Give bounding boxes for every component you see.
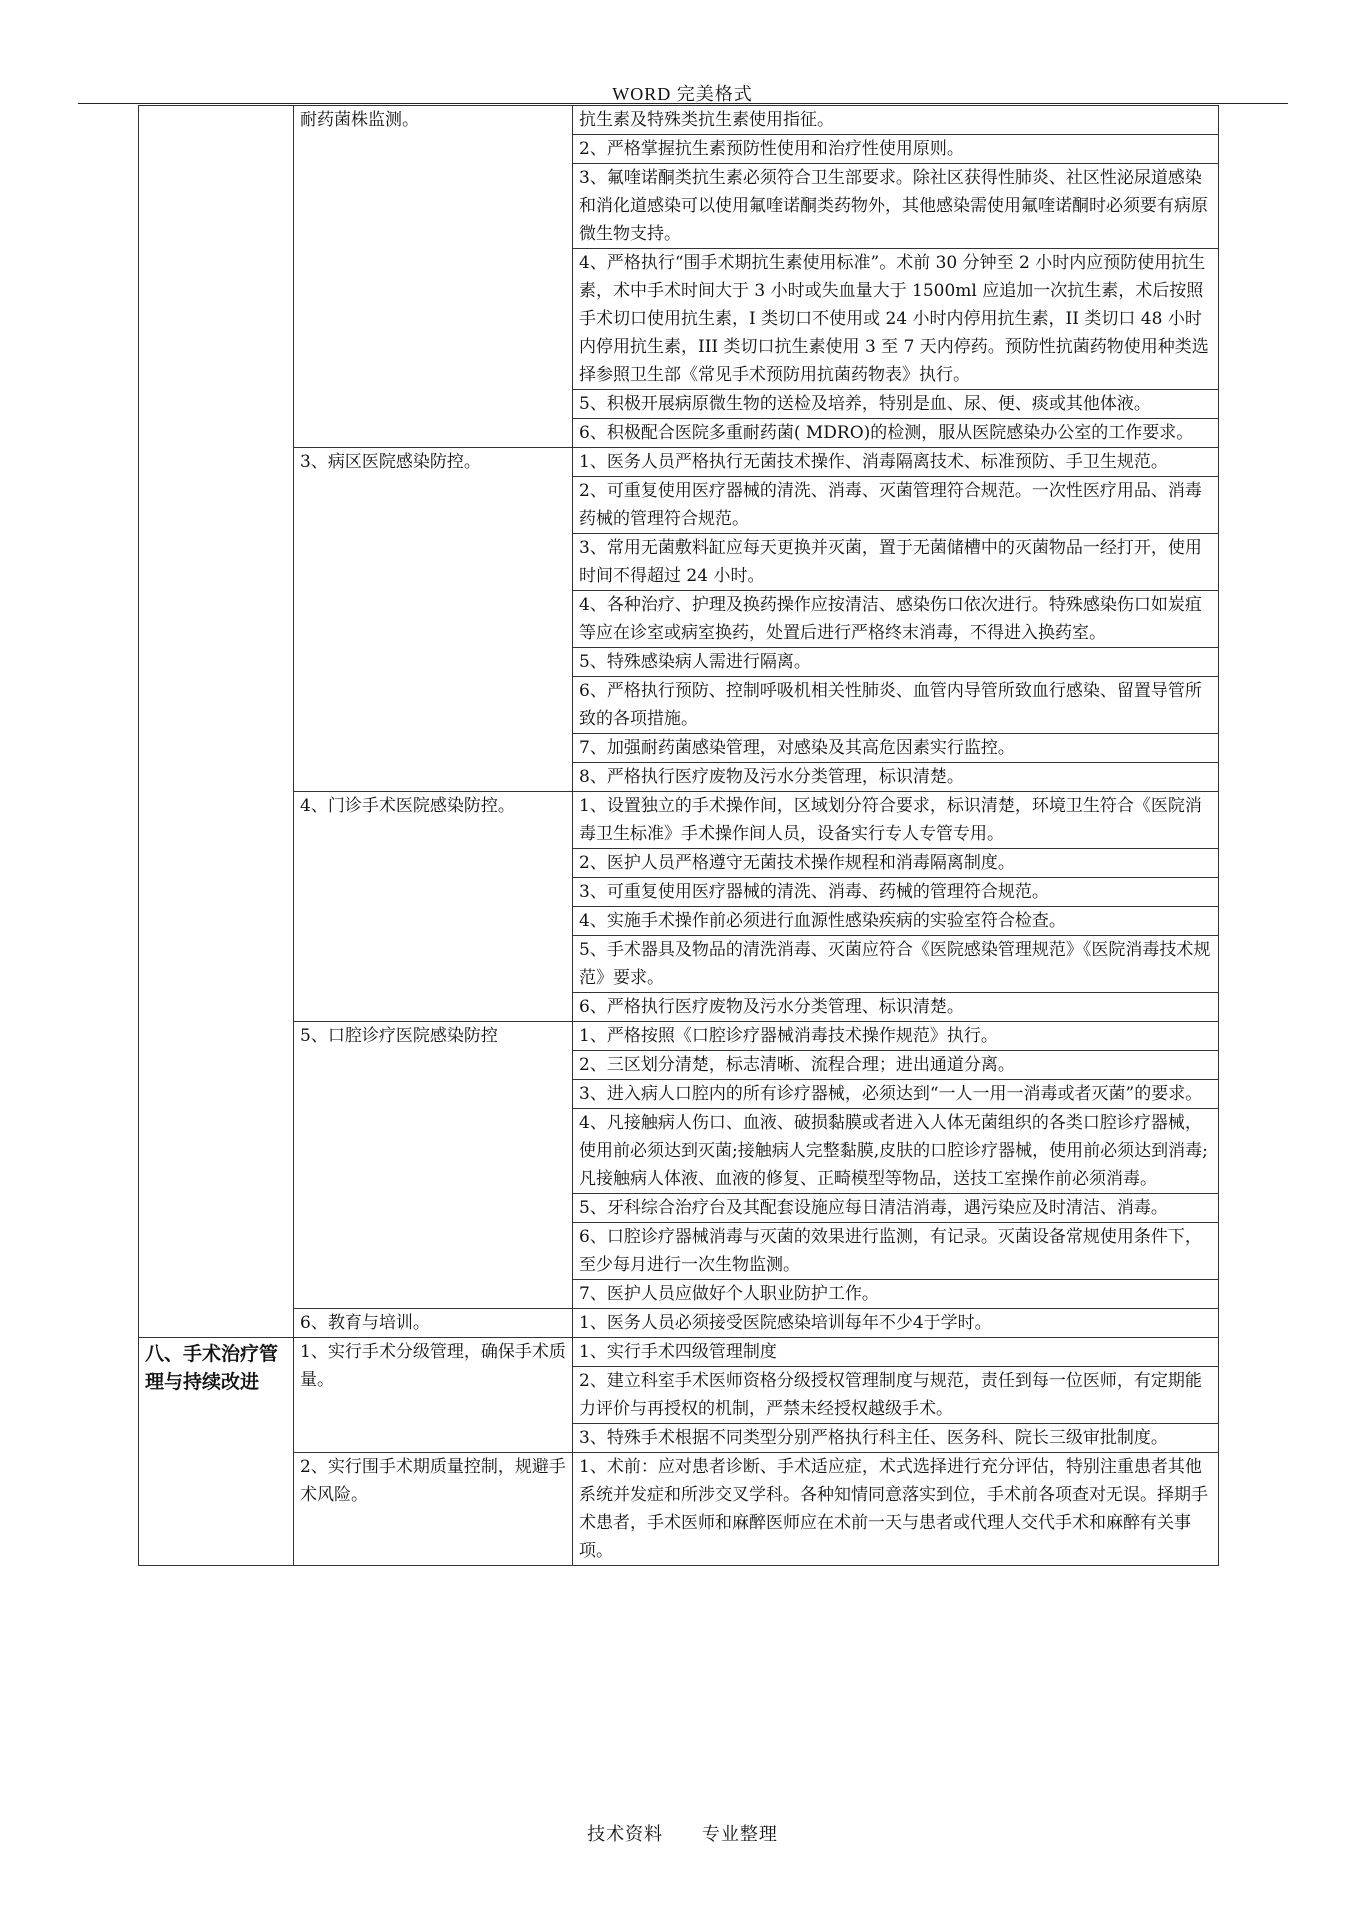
requirement-item: 1、严格按照《口腔诊疗器械消毒技术操作规范》执行。: [573, 1022, 1219, 1051]
category-cell: [139, 1338, 294, 1566]
requirement-item: 6、积极配合医院多重耐药菌( MDRO)的检测，服从医院感染办公室的工作要求。: [573, 419, 1219, 448]
section-cell: [294, 1453, 573, 1566]
requirement-item: 6、严格执行医疗废物及污水分类管理、标识清楚。: [573, 993, 1219, 1022]
requirement-item: 4、实施手术操作前必须进行血源性感染疾病的实验室符合检查。: [573, 907, 1219, 936]
page-header-title: WORD 完美格式: [612, 84, 753, 104]
requirement-item: 1、设置独立的手术操作间，区域划分符合要求，标识清楚，环境卫生符合《医院消毒卫生标准》手术操作间人员，设备实行专人专管专用。: [573, 792, 1219, 849]
section-cell: [294, 1022, 573, 1309]
requirement-item: 8、严格执行医疗废物及污水分类管理，标识清楚。: [573, 763, 1219, 792]
table-row: [139, 1453, 1219, 1566]
requirement-item: 5、积极开展病原微生物的送检及培养，特别是血、尿、便、痰或其他体液。: [573, 390, 1219, 419]
requirement-item: 4、凡接触病人伤口、血液、破损黏膜或者进入人体无菌组织的各类口腔诊疗器械，使用前必须达到灭菌;接触病人完整黏膜,皮肤的口腔诊疗器械，使用前必须达到消毒;凡接触病人体液、血液的修复、正畸模型等物品，送技工室操作前必须消毒。: [573, 1109, 1219, 1194]
section-title: 耐药菌株监测。: [300, 110, 419, 130]
section-title: 2、实行围手术期质量控制，规避手术风险。: [300, 1457, 566, 1505]
requirement-item: 2、可重复使用医疗器械的清洗、消毒、灭菌管理符合规范。一次性医疗用品、消毒药械的管理符合规范。: [573, 477, 1219, 534]
requirement-item: 2、三区划分清楚，标志清晰、流程合理；进出通道分离。: [573, 1051, 1219, 1080]
requirement-item: 3、可重复使用医疗器械的清洗、消毒、药械的管理符合规范。: [573, 878, 1219, 907]
requirement-item: 3、氟喹诺酮类抗生素必须符合卫生部要求。除社区获得性肺炎、社区性泌尿道感染和消化道感染可以使用氟喹诺酮类药物外，其他感染需使用氟喹诺酮时必须要有病原微生物支持。: [573, 164, 1219, 249]
requirement-item: 1、医务人员必须接受医院感染培训每年不少4于学时。: [573, 1309, 1219, 1338]
footer-left-text: 技术资料: [587, 1824, 664, 1845]
requirement-item: 1、术前：应对患者诊断、手术适应症，术式选择进行充分评估，特别注重患者其他系统并发症和所涉交叉学科。各种知情同意落实到位，手术前各项查对无误。择期手术患者，手术医师和麻醉医师应在术前一天与患者或代理人交代手术和麻醉有关事项。: [573, 1453, 1219, 1566]
page-footer: [0, 1820, 1365, 1846]
table-row: [139, 448, 1219, 477]
requirement-item: 6、口腔诊疗器械消毒与灭菌的效果进行监测，有记录。灭菌设备常规使用条件下，至少每月进行一次生物监测。: [573, 1223, 1219, 1280]
section-cell: [294, 106, 573, 448]
requirement-item: 4、严格执行“围手术期抗生素使用标准”。术前 30 分钟至 2 小时内应预防使用抗生素，术中手术时间大于 3 小时或失血量大于 1500ml 应追加一次抗生素，术后按照手术切口使用抗生素，I 类切口不使用或 24 小时内停用抗生素，II 类切口 48 小时内停用抗生素，III 类切口抗生素使用 3 至 7 天内停药。预防性抗菌药物使用种类选择参照卫生部《常见手术预防用抗菌药物表》执行。: [573, 249, 1219, 390]
requirement-item: 7、医护人员应做好个人职业防护工作。: [573, 1280, 1219, 1309]
section-cell: [294, 1338, 573, 1453]
table-row: [139, 792, 1219, 849]
requirement-item: 1、医务人员严格执行无菌技术操作、消毒隔离技术、标准预防、手卫生规范。: [573, 448, 1219, 477]
header-divider: [78, 103, 1288, 104]
requirement-item: 1、实行手术四级管理制度: [573, 1338, 1219, 1367]
requirement-item: 3、常用无菌敷料缸应每天更换并灭菌，置于无菌储槽中的灭菌物品一经打开，使用时间不得超过 24 小时。: [573, 534, 1219, 591]
section-cell: [294, 448, 573, 792]
section-title: 5、口腔诊疗医院感染防控: [300, 1026, 498, 1046]
footer-right-text: 专业整理: [701, 1824, 778, 1845]
table-row: [139, 1338, 1219, 1367]
requirement-item: 3、特殊手术根据不同类型分别严格执行科主任、医务科、院长三级审批制度。: [573, 1424, 1219, 1453]
requirement-item: 2、建立科室手术医师资格分级授权管理制度与规范，责任到每一位医师，有定期能力评价与再授权的机制，严禁未经授权越级手术。: [573, 1367, 1219, 1424]
requirement-item: 4、各种治疗、护理及换药操作应按清洁、感染伤口依次进行。特殊感染伤口如炭疽等应在诊室或病室换药，处置后进行严格终末消毒，不得进入换药室。: [573, 591, 1219, 648]
category-heading: 八、手术治疗管理与持续改进: [145, 1343, 279, 1393]
content-table: [138, 105, 1219, 1566]
requirement-item: 7、加强耐药菌感染管理，对感染及其高危因素实行监控。: [573, 734, 1219, 763]
section-cell: [294, 792, 573, 1022]
requirement-item: 5、手术器具及物品的清洗消毒、灭菌应符合《医院感染管理规范》《医院消毒技术规范》要求。: [573, 936, 1219, 993]
requirement-item: 5、牙科综合治疗台及其配套设施应每日清洁消毒，遇污染应及时清洁、消毒。: [573, 1194, 1219, 1223]
section-title: 4、门诊手术医院感染防控。: [300, 796, 515, 816]
category-cell: [139, 106, 294, 1338]
requirement-item: 2、严格掌握抗生素预防性使用和治疗性使用原则。: [573, 135, 1219, 164]
table-row: [139, 1022, 1219, 1051]
requirement-item: 抗生素及特殊类抗生素使用指征。: [573, 106, 1219, 135]
section-title: 3、病区医院感染防控。: [300, 452, 481, 472]
table-body: [139, 106, 1219, 1566]
table-row: [139, 106, 1219, 135]
requirement-item: 3、进入病人口腔内的所有诊疗器械，必须达到“一人一用一消毒或者灭菌”的要求。: [573, 1080, 1219, 1109]
requirement-item: 5、特殊感染病人需进行隔离。: [573, 648, 1219, 677]
section-cell: [294, 1309, 573, 1338]
requirement-item: 6、严格执行预防、控制呼吸机相关性肺炎、血管内导管所致血行感染、留置导管所致的各项措施。: [573, 677, 1219, 734]
requirement-item: 2、医护人员严格遵守无菌技术操作规程和消毒隔离制度。: [573, 849, 1219, 878]
section-title: 1、实行手术分级管理，确保手术质量。: [300, 1342, 566, 1390]
section-title: 6、教育与培训。: [300, 1313, 430, 1333]
table-row: [139, 1309, 1219, 1338]
